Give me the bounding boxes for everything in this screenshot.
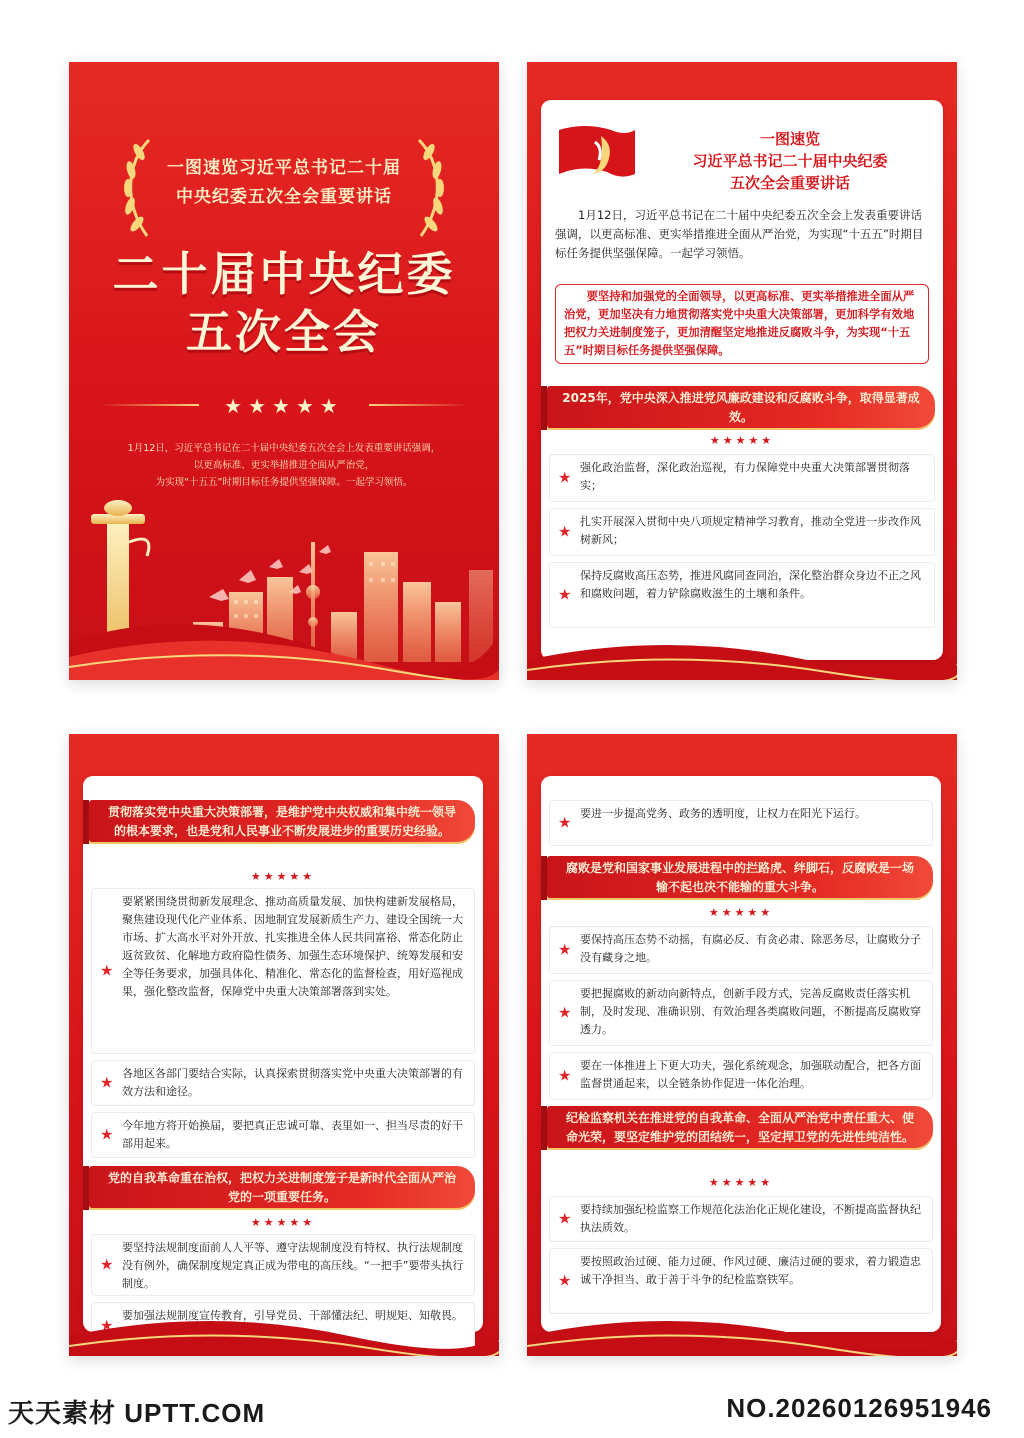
list-item-text: 保持反腐败高压态势，推进风腐同查同治，深化整治群众身边不正之风和腐败问题，着力铲除腐败滋生的土壤和条件。: [580, 569, 921, 600]
achievement-banner: 2025年，党中央深入推进党风廉政建设和反腐败斗争，取得显著成效。: [547, 386, 935, 430]
list-item-text: 要坚持法规制度面前人人平等、遵守法规制度没有特权、执行法规制度没有例外，确保制度规定真正成为带电的高压线。“一把手”要带头执行制度。: [122, 1241, 464, 1290]
key-requirement-box: 要坚持和加强党的全面领导，以更高标准、更实举措推进全面从严治党，更加坚决有力地贯彻落实党中央重大决策部署，更加科学有效地把权力关进制度笼子，更加清醒坚定地推进反腐败斗争，为实现“十五五”时期目标任务提供坚强保障。: [555, 284, 929, 364]
list-item: [549, 454, 935, 502]
poster-decisions: [69, 734, 499, 1356]
cover-intro-line3: 为实现“十五五”时期目标任务提供坚强保障。一起学习领悟。: [155, 477, 413, 488]
bottom-wave-decoration: [527, 1296, 957, 1356]
content-card: [83, 776, 483, 1335]
stars-divider: ★★★★★: [250, 1216, 316, 1229]
list-item: [91, 1234, 475, 1296]
stars-divider: ★★★★★: [708, 1176, 774, 1189]
list-item: [91, 1060, 475, 1106]
star-icon: ★: [100, 1073, 114, 1092]
list-item-text: 要在一体推进上下更大功夫，强化系统观念，加强联动配合，把各方面监督贯通起来，以全链条协作促进一体化治理。: [580, 1059, 921, 1090]
content-card: [541, 776, 941, 1332]
list-item: [91, 1112, 475, 1158]
list-item-text: 要把握腐败的新动向新特点，创新手段方式，完善反腐败责任落实机制，及时发现、准确识别、有效治理各类腐败问题，不断提高反腐败穿透力。: [580, 987, 921, 1036]
list-item-text: 要保持高压态势不动摇，有腐必反、有贪必肃、除恶务尽，让腐败分子没有藏身之地。: [580, 933, 921, 964]
list-item: [549, 800, 933, 846]
list-item: [549, 980, 933, 1046]
star-icon: ★: [558, 940, 572, 959]
star-icon: ★: [558, 522, 572, 541]
star-icon: ★: [558, 1271, 572, 1290]
party-flag-icon: [555, 122, 639, 188]
star-icon: ★: [100, 1255, 114, 1274]
list-item-text: 各地区各部门要结合实际，认真探索贯彻落实党中央重大决策部署的有效方法和途径。: [122, 1067, 463, 1098]
cover-title: [69, 245, 499, 361]
tv-tower-icon: [306, 542, 320, 662]
list-item: [549, 1052, 933, 1100]
star-icon: ★: [558, 468, 572, 487]
star-icon: ★: [100, 1125, 114, 1144]
panel-title: [651, 128, 929, 194]
cover-subtitle-line1: 一图速览习近平总书记二十届: [167, 158, 401, 178]
cover-subtitle-line2: 中央纪委五次全会重要讲话: [176, 187, 392, 207]
list-item-text: 要持续加强纪检监察工作规范化法治化正规化建设，不断提高监督执纪执法质效。: [580, 1203, 921, 1234]
star-icon: ★: [100, 961, 114, 980]
list-item-text: 强化政治监督，深化政治巡视，有力保障党中央重大决策部署贯彻落实；: [580, 461, 910, 492]
list-item-text: 要进一步提高党务、政务的透明度，让权力在阳光下运行。: [580, 807, 866, 820]
watermark-serial-number: NO.20260126951946: [726, 1393, 992, 1423]
stars-divider: ★★★★★: [250, 870, 316, 883]
list-item-text: 今年地方将开始换届，要把真正忠诚可靠、表里如一、担当尽责的好干部用起来。: [122, 1119, 463, 1150]
cityscape-illustration: [69, 482, 499, 680]
section-banner: 纪检监察机关在推进党的自我革命、全面从严治党中责任重大、使命光荣，要坚定维护党的团结统一，坚定捍卫党的先进性纯洁性。: [547, 1106, 933, 1150]
list-item: [91, 888, 475, 1054]
star-icon: ★: [558, 813, 572, 832]
cover-stars: ★★★★★: [224, 394, 344, 418]
stars-divider: ★★★★★: [709, 434, 775, 447]
poster-overview: [527, 62, 957, 680]
panel-title-line3: 五次全会重要讲话: [729, 174, 850, 192]
section-banner: 腐败是党和国家事业发展进程中的拦路虎、绊脚石，反腐败是一场输不起也决不能输的重大斗争。: [547, 856, 933, 900]
panel-title-line1: 一图速览: [759, 130, 820, 148]
cover-intro-line1: 1月12日，习近平总书记在二十届中央纪委五次全会上发表重要讲话强调，: [127, 443, 441, 454]
watermark-site-label: 天天素材 UPTT.COM: [8, 1398, 266, 1428]
cover-title-line1: 二十届中央纪委: [112, 247, 456, 301]
stars-divider: ★★★★★: [708, 906, 774, 919]
section-banner: 贯彻落实党中央重大决策部署，是维护党中央权威和集中统一领导的根本要求，也是党和人民事业不断发展进步的重要历史经验。: [89, 800, 475, 844]
list-item: [549, 562, 935, 628]
poster-anticorruption: [527, 734, 957, 1356]
list-item: [549, 926, 933, 974]
star-icon: ★: [558, 1209, 572, 1228]
list-item: [549, 1196, 933, 1242]
list-item: [549, 508, 935, 556]
star-icon: ★: [558, 1003, 572, 1022]
cover-title-line2: 五次全会: [186, 305, 382, 359]
cover-intro-line2: 以更高标准、更实举措推进全面从严治党，: [193, 460, 375, 471]
cover-subtitle: [69, 154, 499, 212]
star-icon: ★: [558, 1066, 572, 1085]
cover-poster: [69, 62, 499, 680]
bottom-wave-decoration: [69, 1296, 499, 1356]
list-item-text: 扎实开展深入贯彻中央八项规定精神学习教育，推动全党进一步改作风树新风；: [580, 515, 921, 546]
lead-paragraph: 1月12日，习近平总书记在二十届中央纪委五次全会上发表重要讲话强调，以更高标准、更实举措推进全面从严治党，为实现“十五五”时期目标任务提供坚强保障。一起学习领悟。: [555, 208, 924, 260]
section-banner: 党的自我革命重在治权，把权力关进制度笼子是新时代全面从严治党的一项重要任务。: [89, 1166, 475, 1210]
panel-title-line2: 习近平总书记二十届中央纪委: [692, 152, 888, 170]
star-icon: ★: [558, 585, 572, 604]
star-icon: ★: [100, 1316, 114, 1335]
content-card: [541, 100, 943, 660]
bottom-wave-decoration: [527, 620, 957, 680]
list-item-text: 要加强法规制度宣传教育，引导党员、干部懂法纪、明规矩、知敬畏。: [122, 1309, 463, 1322]
list-item-text: 要紧紧围绕贯彻新发展理念、推动高质量发展、加快构建新发展格局，聚焦建设现代化产业体系、因地制宜发展新质生产力、建设全国统一大市场、扩大高水平对外开放、扎实推进全体人民共同富裕、常态化防止返贫致贫、化解地方政府隐性债务、加强生态环境保护、统筹发展和安全等任务要求，加强具体化、精准化、常态化的监督检查，用好巡视成果，强化整改监督，保障党中央重大决策部署落到实处。: [122, 895, 463, 998]
list-item-text: 要按照政治过硬、能力过硬、作风过硬、廉洁过硬的要求，着力锻造忠诚干净担当、敢于善于斗争的纪检监察铁军。: [580, 1255, 921, 1286]
